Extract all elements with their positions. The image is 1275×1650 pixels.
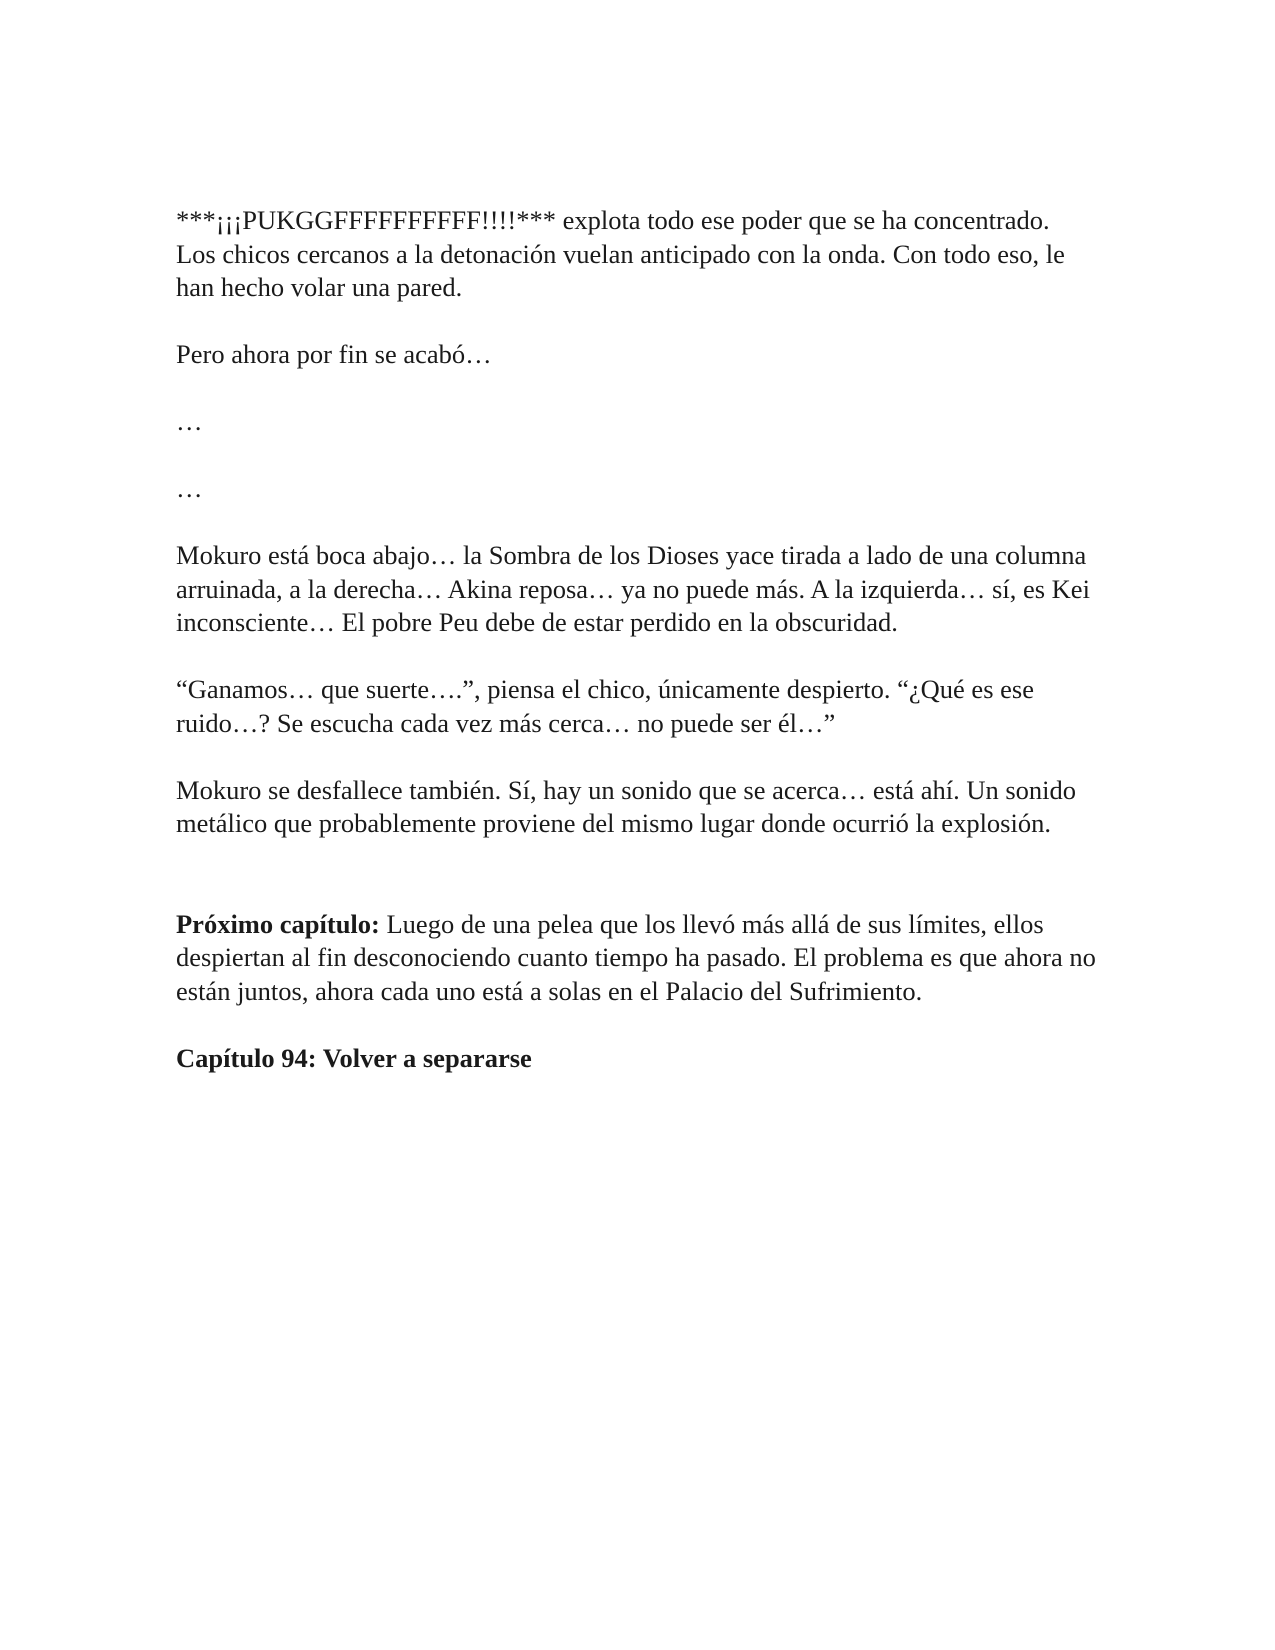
next-chapter-title: Capítulo 94: Volver a separarse [176,1042,532,1073]
paragraph-thoughts: “Ganamos… que suerte….”, piensa el chico, únicamente despierto. “¿Qué es ese ruido…? Se escucha cada vez más cerca… no puede ser él…” [176,674,1034,738]
paragraph-ellipsis-2: … [176,473,203,503]
paragraph-explosion: ***¡¡¡PUKGGFFFFFFFFFF!!!!*** explota todo ese poder que se ha concentrado. [176,205,1050,235]
next-chapter-label: Próximo capítulo: [176,908,380,939]
story-text [176,204,1106,1109]
paragraph-aftermath: Mokuro está boca abajo… la Sombra de los Dioses yace tirada a lado de una columna arruinada, a la derecha… Akina reposa… ya no puede más. A la izquierda… sí, es Kei inconsciente… El pobre Peu debe de estar perdido en la obscuridad. [176,540,1090,637]
paragraph-ending: Pero ahora por fin se acabó… [176,339,492,369]
paragraph-ellipsis-1: … [176,406,203,436]
paragraph-shockwave: Los chicos cercanos a la detonación vuelan anticipado con la onda. Con todo eso, le han hecho volar una pared. [176,238,1065,302]
next-chapter-text: Luego de una pelea que los llevó más allá de sus límites, ellos despiertan al fin desconociendo cuanto tiempo ha pasado. El problema es que ahora no están juntos, ahora cada uno está a solas en el Palacio del Sufrimiento. [176,908,1096,1006]
paragraph-metallic-sound: Mokuro se desfallece también. Sí, hay un sonido que se acerca… está ahí. Un sonido metálico que probablemente proviene del mismo lugar donde ocurrió la explosión. [176,774,1077,838]
next-chapter-summary [176,908,1106,1009]
